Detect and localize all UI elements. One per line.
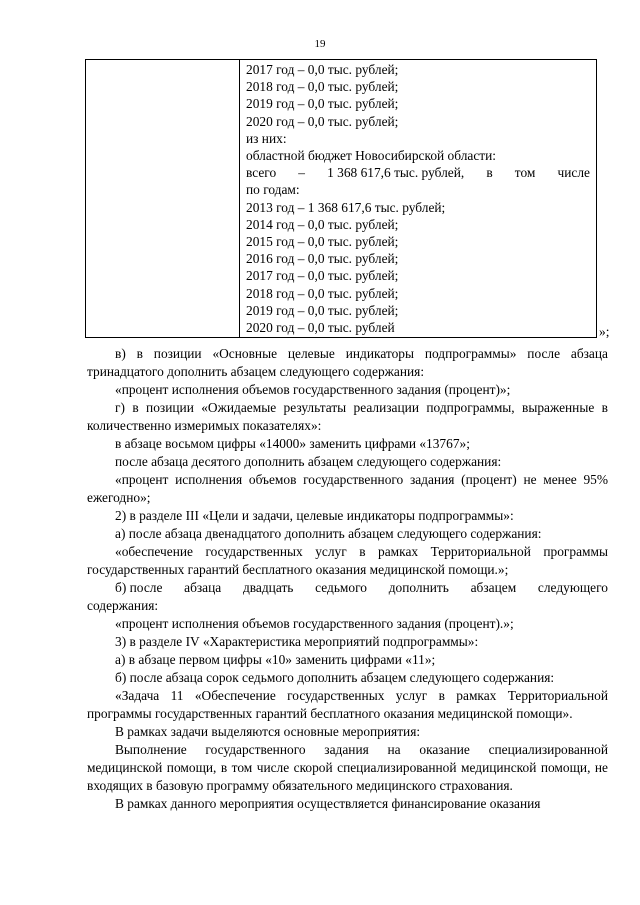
table-line: из них: xyxy=(246,130,287,146)
paragraph: «процент исполнения объемов государственного задания (процент).»; xyxy=(115,616,514,631)
total-word: в xyxy=(486,165,493,181)
table-line: 2018 год – 0,0 тыс. рублей; xyxy=(246,79,399,95)
spread-word: б) после xyxy=(115,580,163,595)
table-line: 2014 год – 0,0 тыс. рублей; xyxy=(246,216,399,232)
paragraph: в абзаце восьмом цифры «14000» заменить цифрами «13767»; xyxy=(115,436,470,451)
table-line: 2017 год – 0,0 тыс. рублей; xyxy=(246,268,399,284)
page-number: 19 xyxy=(314,38,326,50)
paragraph: в) в позиции «Основные целевые индикаторы подпрограммы» после абзаца тринадцатого дополнить абзацем следующего содержания: xyxy=(87,346,608,379)
paragraph: б) после абзаца сорок седьмого дополнить абзацем следующего содержания: xyxy=(115,670,555,685)
table-column-divider xyxy=(239,60,240,337)
paragraph: В рамках задачи выделяются основные мероприятия: xyxy=(115,724,421,739)
amendment-text xyxy=(87,345,608,813)
paragraph: а) после абзаца двенадцатого дополнить абзацем следующего содержания: xyxy=(115,526,542,541)
closing-quote: »; xyxy=(599,324,610,339)
paragraph: «процент исполнения объемов государственного задания (процент)»; xyxy=(115,382,511,397)
paragraph: «обеспечение государственных услуг в рамках Территориальной программы государственных гарантий бесплатного оказания медицинской помощи.»; xyxy=(87,544,608,577)
paragraph: после абзаца десятого дополнить абзацем следующего содержания: xyxy=(115,454,502,469)
table-line: 2017 год – 0,0 тыс. рублей; xyxy=(246,62,399,77)
table-line: 2020 год – 0,0 тыс. рублей; xyxy=(246,113,399,129)
table-line: 2015 год – 0,0 тыс. рублей; xyxy=(246,234,399,250)
paragraph: В рамках данного мероприятия осуществляется финансирование оказания xyxy=(115,796,541,811)
total-word: числе xyxy=(557,165,590,181)
paragraph: «Задача 11 «Обеспечение государственных услуг в рамках Территориальной программы государственных гарантий бесплатного оказания медицинской помощи». xyxy=(87,688,608,721)
table-line: областной бюджет Новосибирской области: xyxy=(246,148,497,164)
paragraph: 2) в разделе III «Цели и задачи, целевые индикаторы подпрограммы»: xyxy=(115,508,514,523)
paragraph: Выполнение государственного задания на оказание специализированной медицинской помощи, в том числе скорой специализированной медицинской помощи, не входящих в базовую программу обязательного медицинского страхования. xyxy=(87,742,608,793)
table-line: 2016 год – 0,0 тыс. рублей; xyxy=(246,251,399,267)
funding-cell xyxy=(246,61,590,336)
paragraph: содержания: xyxy=(87,598,159,613)
paragraph: 3) в разделе IV «Характеристика мероприятий подпрограммы»: xyxy=(115,634,479,649)
funding-table xyxy=(85,59,597,338)
spread-word: следующего xyxy=(537,580,608,595)
total-word: том xyxy=(514,165,536,181)
spread-word: абзаца xyxy=(184,580,222,595)
table-line: 2019 год – 0,0 тыс. рублей; xyxy=(246,96,399,112)
table-line: 2013 год – 1 368 617,6 тыс. рублей; xyxy=(246,199,446,215)
spread-word: двадцать xyxy=(242,580,294,595)
table-total-line xyxy=(246,164,590,181)
table-line: 2019 год – 0,0 тыс. рублей; xyxy=(246,302,399,318)
paragraph: а) в абзаце первом цифры «10» заменить цифрами «11»; xyxy=(115,652,436,667)
table-line: по годам: xyxy=(246,182,300,198)
total-word: всего xyxy=(246,165,277,181)
paragraph: «процент исполнения объемов государственного задания (процент) не менее 95% ежегодно»; xyxy=(87,472,608,505)
table-line: 2018 год – 0,0 тыс. рублей; xyxy=(246,285,399,301)
total-word: 1 368 617,6 тыс. рублей, xyxy=(327,165,465,181)
paragraph-spread-line xyxy=(87,579,608,597)
paragraph: г) в позиции «Ожидаемые результаты реализации подпрограммы, выраженные в количественно измеримых показателях»: xyxy=(87,400,608,433)
spread-word: дополнить xyxy=(388,580,449,595)
spread-word: абзацем xyxy=(470,580,517,595)
spread-word: седьмого xyxy=(315,580,367,595)
table-line: 2020 год – 0,0 тыс. рублей xyxy=(246,320,395,336)
total-word: – xyxy=(298,165,305,181)
